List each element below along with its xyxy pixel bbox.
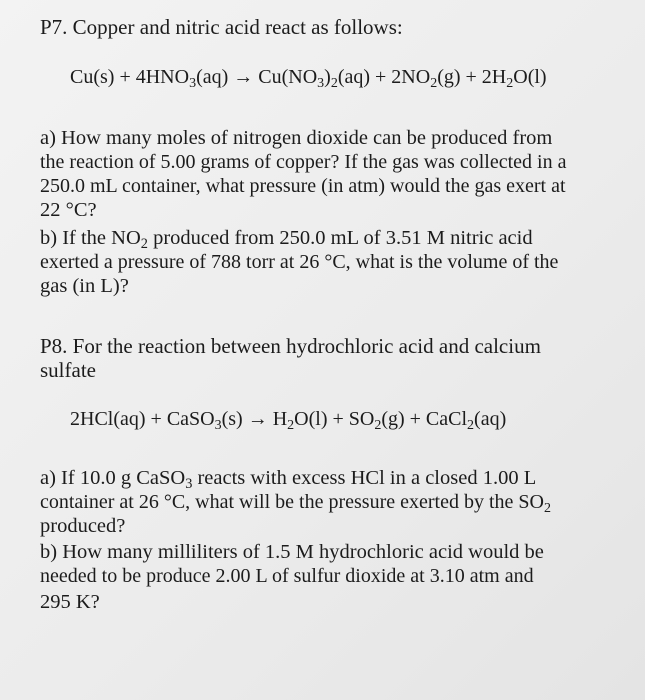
- p7-heading: P7. Copper and nitric acid react as follows:: [40, 15, 403, 39]
- p8-question-b-line: b) How many milliliters of 1.5 M hydrochloric acid would be: [40, 541, 544, 563]
- p8-question-b-line: 295 K?: [40, 591, 100, 613]
- p7-question-a-line: a) How many moles of nitrogen dioxide can be produced from: [40, 127, 553, 149]
- p8-heading-line: P8. For the reaction between hydrochloric acid and calcium: [40, 334, 541, 358]
- p8-question-a-line: produced?: [40, 515, 126, 537]
- p7-equation: $Cu(s) + 4HNO_3(aq) \to Cu(NO_3)_2(aq) + 2NO_2(g) + 2H_2O(l)$: [70, 66, 547, 91]
- p7-question-a-line: the reaction of 5.00 grams of copper? If the gas was collected in a: [40, 151, 567, 173]
- p7-question-a-line: 22 °C?: [40, 199, 97, 221]
- p8-heading-line: sulfate: [40, 358, 96, 382]
- p7-question-b-line: gas (in L)?: [40, 275, 129, 297]
- p7-question-b-line: exerted a pressure of 788 torr at 26 °C, what is the volume of the: [40, 251, 559, 273]
- p8-question-a-line: a) If 10.0 g CaSO$_3$ reacts with excess HCl in a closed 1.00 L: [40, 467, 537, 492]
- p8-question-b-line: needed to be produce 2.00 L of sulfur dioxide at 3.10 atm and: [40, 565, 534, 587]
- p8-equation: 2HCl(aq) + CaSO$_3$(s) → $H_2O(l) + SO_2(g)$ + CaCl$_2$(aq): [70, 408, 507, 433]
- p8-question-a-line: container at 26 °C, what will be the pressure exerted by the $SO_2$: [40, 491, 551, 516]
- p7-question-b-line: b) If the $NO_2$ produced from 250.0 mL of 3.51 M nitric acid: [40, 227, 533, 252]
- p7-question-a-line: 250.0 mL container, what pressure (in atm) would the gas exert at: [40, 175, 566, 197]
